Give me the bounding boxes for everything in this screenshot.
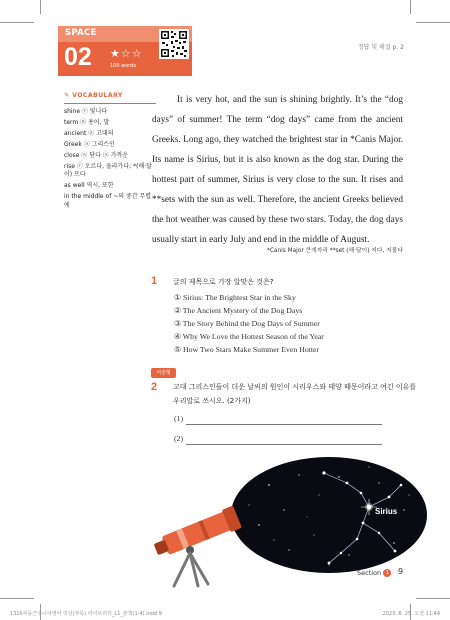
answer-field[interactable] xyxy=(186,424,382,425)
answer-field[interactable] xyxy=(186,444,382,445)
section-number: 1 xyxy=(383,569,391,577)
unit-number: 02 xyxy=(64,43,92,71)
vocab-item: ancient ⓐ 고대의 xyxy=(64,129,114,137)
question-number: 2 xyxy=(151,381,158,393)
answer-option[interactable]: ⑤ How Two Stars Make Summer Even Hotter xyxy=(174,345,320,354)
reading-passage xyxy=(152,90,403,250)
difficulty-stars: ★☆☆ xyxy=(110,47,143,60)
vocab-item: Greek ⓐ 그리스인 xyxy=(64,140,115,148)
print-timestamp: 2023. 8. 25. 오전 11:44 xyxy=(382,611,440,617)
passage-text: It is very hot, and the sun is shining brightly. It’s the “dog days” of summer! The term “dog days” came from the ancient Greeks. Long ago, they watched the brightest star in *Canis Major. Its name is Sirius, but it is also known as the dog star. During the hottest part of summer, Sirius is very close to the sun. It rises and **sets with the sun as well. Therefore, the ancient Greeks believed the hot weather was caused by these two stars. Today, the dog days usually start in early July and end in the middle of August. xyxy=(152,95,403,245)
vocabulary-box xyxy=(64,92,156,213)
answer-label: (1) xyxy=(174,414,184,423)
answer-option[interactable]: ① Sirius: The Brightest Star in the Sky xyxy=(174,293,296,302)
section-label: SPACE xyxy=(65,28,97,38)
passage-footnote: *Canis Major 큰개자리 **set (해·달이) 지다, 저물다 xyxy=(266,248,403,254)
crop-mark xyxy=(0,598,34,599)
question-prompt xyxy=(173,380,416,408)
section-indicator xyxy=(357,569,391,577)
crop-mark xyxy=(40,0,41,14)
vocab-item: shine ⓥ 빛나다 xyxy=(64,107,108,115)
vocab-item: term ⓝ 용어, 말 xyxy=(64,118,110,126)
crop-mark xyxy=(416,22,450,23)
vocab-item: rise ⓥ 오르다, 올라가다; *(해·달이) 뜨다 xyxy=(64,162,152,178)
question-number: 1 xyxy=(151,275,158,287)
question-prompt: 글의 제목으로 가장 알맞은 것은? xyxy=(173,278,274,286)
vocab-item: as well 역시, 또한 xyxy=(64,182,114,189)
section-text: Section xyxy=(357,569,382,577)
print-slug: 1316씨동근주니어영어 리딩(부록) 라이브러리_L1_본책(1-4).indd 9 xyxy=(10,611,162,617)
sirius-label: Sirius xyxy=(375,507,398,516)
telescope-icon xyxy=(150,498,260,588)
question-prompt-line: 우리말로 쓰시오. (2가지) xyxy=(173,397,251,405)
answer-reference: 정답 및 해설 p. 2 xyxy=(357,44,404,51)
answer-option[interactable]: ④ Why We Love the Hottest Season of the Year xyxy=(174,332,324,341)
answer-label: (2) xyxy=(174,434,184,443)
answer-option[interactable]: ③ The Story Behind the Dog Days of Summer xyxy=(174,319,320,328)
essay-badge: 서술형 xyxy=(151,368,176,378)
answer-option[interactable]: ② The Ancient Mystery of the Dog Days xyxy=(174,306,303,315)
qr-code-icon[interactable] xyxy=(159,29,189,59)
vocabulary-title: ✎ VOCABULARY xyxy=(64,92,156,104)
vocabulary-title-text: VOCABULARY xyxy=(72,92,123,99)
question-prompt-line: 고대 그리스인들이 더운 날씨의 원인이 시리우스와 태양 때문이라고 여긴 이유를 xyxy=(173,383,417,391)
crop-mark xyxy=(410,0,411,14)
crop-mark xyxy=(416,598,450,599)
vocab-item: in the middle of ~의 중간 무렵에 xyxy=(64,193,152,209)
page-number: 9 xyxy=(398,567,404,576)
word-count: 100 words xyxy=(110,63,137,69)
crop-mark xyxy=(0,22,34,23)
vocab-item: close ⓐ 닫다 ⓐ 가까운 xyxy=(64,151,129,159)
